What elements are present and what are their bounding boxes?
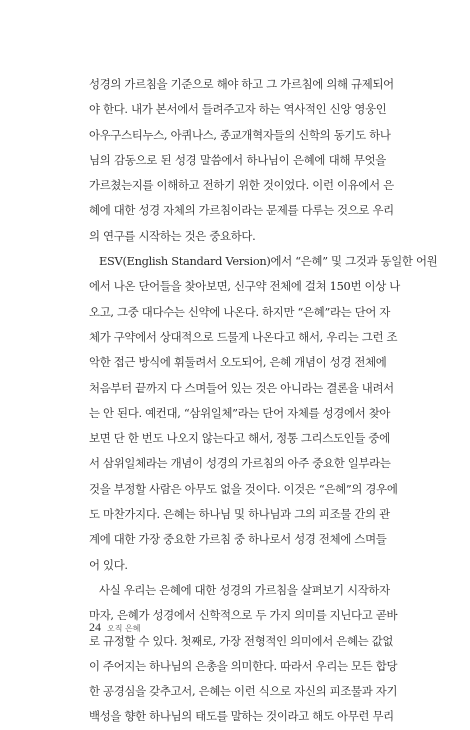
text-line: 오고, 그중 대다수는 신약에 나온다. 하지만 “은혜”라는 단어 자 xyxy=(89,304,391,319)
page-number: 24 xyxy=(89,620,101,634)
text-line: 아우구스티누스, 아퀴나스, 종교개혁자들의 신학의 동기도 하나 xyxy=(89,127,391,142)
text-line: 사실 우리는 은혜에 대한 성경의 가르침을 살펴보기 시작하자 xyxy=(99,582,390,597)
text-line: 한 공경심을 갖추고서, 은혜는 이런 식으로 자신의 피조물과 자기 xyxy=(89,684,398,699)
text-line: 처음부터 끝까지 다 스며들어 있는 것은 아니라는 결론을 내려서 xyxy=(89,380,394,395)
text-line: 보면 단 한 번도 나오지 않는다고 해서, 정통 그리스도인들 중에 xyxy=(89,431,390,446)
text-line: 야 한다. 내가 본서에서 들려주고자 하는 역사적인 신앙 영웅인 xyxy=(89,102,387,117)
text-line: 이 주어지는 하나님의 은총을 의미한다. 따라서 우리는 모든 합당 xyxy=(89,658,398,673)
text-line: 혜에 대한 성경 자체의 가르침이라는 문제를 다루는 것으로 우리 xyxy=(89,203,394,218)
text-line: 가르쳤는지를 이해하고 전하기 위한 것이었다. 이런 이유에서 은 xyxy=(89,178,394,193)
text-line: 백성을 향한 하나님의 태도를 말하는 것이라고 해도 아무런 무리 xyxy=(89,709,394,724)
text-line: 님의 감동으로 된 성경 말씀에서 하나님이 은혜에 대해 무엇을 xyxy=(89,152,386,167)
text-line: 성경의 가르침을 기준으로 해야 하고 그 가르침에 의해 규제되어 xyxy=(89,77,394,91)
page-footer xyxy=(89,620,140,636)
text-line: ESV(English Standard Version)에서 “은혜” 및 그것과 동일한 어원 xyxy=(99,254,438,269)
text-line: 체가 구약에서 상대적으로 드물게 나온다고 해서, 우리는 그런 조 xyxy=(89,329,398,344)
text-line: 서 삼위일체라는 개념이 성경의 가르침의 아주 중요한 일부라는 xyxy=(89,456,391,471)
text-line: 로 규정할 수 있다. 첫째로, 가장 전형적인 의미에서 은혜는 값없 xyxy=(89,633,394,648)
text-line: 에서 나온 단어들을 찾아보면, 신구약 전체에 걸쳐 150번 이상 나 xyxy=(89,279,400,294)
text-line: 악한 접근 방식에 휘둘려서 오도되어, 은혜 개념이 성경 전체에 xyxy=(89,355,387,370)
text-line: 마자, 은혜가 성경에서 신학적으로 두 가지 의미를 지닌다고 곧바 xyxy=(89,608,398,623)
text-line: 의 연구를 시작하는 것은 중요하다. xyxy=(89,228,256,243)
text-line: 어 있다. xyxy=(89,557,128,572)
text-line: 것을 부정할 사람은 아무도 없을 것이다. 이것은 “은혜”의 경우에 xyxy=(89,481,398,496)
text-line: 계에 대한 가장 중요한 가르침 중 하나로서 성경 전체에 스며들 xyxy=(89,532,387,547)
running-title: 오직 은혜 xyxy=(107,624,141,633)
text-line: 도 마찬가지다. 은혜는 하나님 및 하나님과 그의 피조물 간의 관 xyxy=(89,507,390,522)
text-line: 는 안 된다. 예컨대, “삼위일체”라는 단어 자체를 성경에서 찾아 xyxy=(89,405,391,420)
